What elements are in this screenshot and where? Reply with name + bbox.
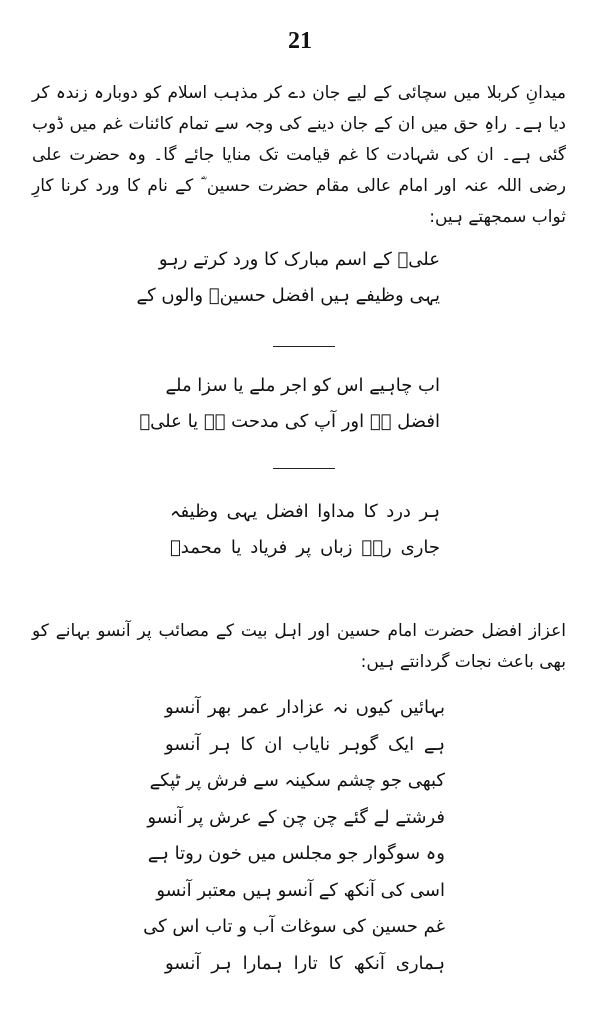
- stanza-line: اب چاہیے اس کو اجر ملے یا سزا ملے: [165, 375, 440, 396]
- divider: [273, 468, 335, 469]
- stanza-line: علیؑ کے اسم مبارک کا ورد کرتے رہو: [158, 249, 440, 270]
- poem: [143, 690, 445, 982]
- stanza-2: [139, 368, 440, 440]
- poem-line: وہ سوگوار جو مجلس میں خون روتا ہے: [147, 843, 445, 864]
- second-paragraph: اعزاز افضل حضرت امام حسین اور اہل بیت کے مصائب پر آنسو بہانے کو بھی باعث نجات گردانتے ہیں:: [32, 621, 566, 672]
- stanza-line: افضل ہے اور آپ کی مدحت ہے یا علیؑ: [139, 411, 440, 432]
- poem-line: بہائیں کیوں نہ عزادار عمر بھر آنسو: [165, 697, 445, 718]
- poem-line: فرشتے لے گئے چن چن کے عرش پر آنسو: [147, 806, 445, 828]
- stanza-line: یہی وظیفے ہیں افضل حسینؒ والوں کے: [136, 285, 440, 306]
- stanza-line: ہر درد کا مداوا افضل یہی وظیفہ: [170, 501, 440, 522]
- stanza-line: جاری رہے زباں پر فریاد یا محمدؐ: [170, 537, 440, 558]
- poem-line: اسی کی آنکھ کے آنسو ہیں معتبر آنسو: [156, 879, 445, 901]
- poem-line: ہماری آنکھ کا تارا ہمارا ہر آنسو: [165, 952, 445, 974]
- stanza-1: [136, 242, 440, 314]
- poem-line: غم حسین کی سوغات آب و تاب اس کی: [143, 916, 445, 937]
- intro-paragraph: میدانِ کربلا میں سچائی کے لیے جان دے کر مذہب اسلام کو دوبارہ زندہ کر دیا ہے۔ راہِ حق میں ان کے جان دینے کی وجہ سے تمام کائنات غم میں ڈوب گئی ہے۔ ان کی شہادت کا غم قیامت تک منایا جائے گا۔ وہ حضرت علی رضی اللہ عنہ اور امام عالی مقام حضرت حسین ؓ کے نام کا ورد کرنا کارِ ثواب سمجھتے ہیں:: [32, 83, 566, 227]
- page-number: 21: [288, 28, 312, 54]
- poem-line: کبھی جو چشم سکینہ سے فرش پر ٹپکے: [149, 770, 445, 791]
- poem-line: ہے ایک گوہر نایاب ان کا ہر آنسو: [165, 733, 445, 755]
- stanza-3: [170, 494, 440, 566]
- divider: [273, 346, 335, 347]
